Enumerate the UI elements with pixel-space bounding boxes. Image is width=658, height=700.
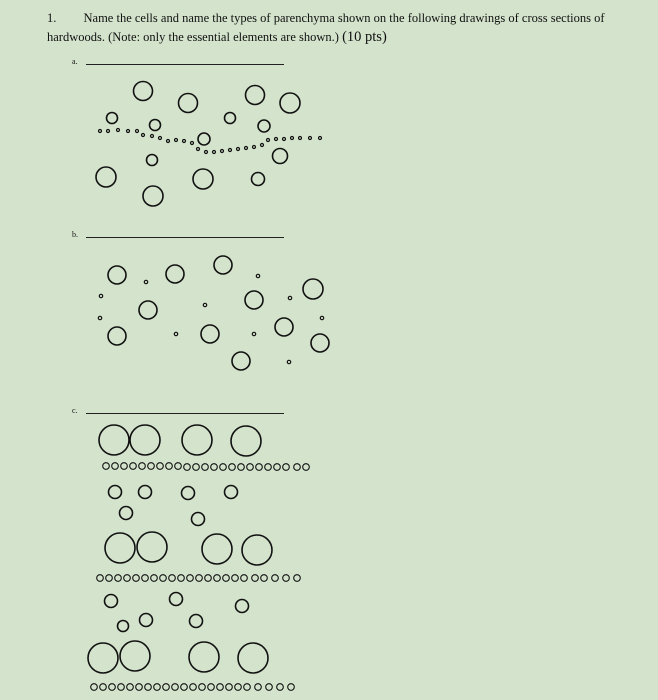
drawing-b-vessels xyxy=(108,256,329,370)
drawing-b xyxy=(98,256,329,370)
part-a-label: a. xyxy=(72,57,78,66)
question-body: Name the cells and name the types of parenchyma shown on the following drawings of cross sections of hardwoods. (Note: only the essential elements are shown.) xyxy=(47,11,605,44)
drawing-b-parenchyma-cells xyxy=(98,274,323,363)
drawing-c-parenchyma-bands xyxy=(91,463,310,691)
drawing-c xyxy=(88,425,309,690)
part-c-label: c. xyxy=(72,406,78,415)
drawing-a xyxy=(96,82,322,207)
question-points: (10 pts) xyxy=(342,29,387,45)
question-number: 1. xyxy=(47,11,57,25)
part-b-label: b. xyxy=(72,230,78,239)
drawing-a-vessels xyxy=(96,82,300,207)
